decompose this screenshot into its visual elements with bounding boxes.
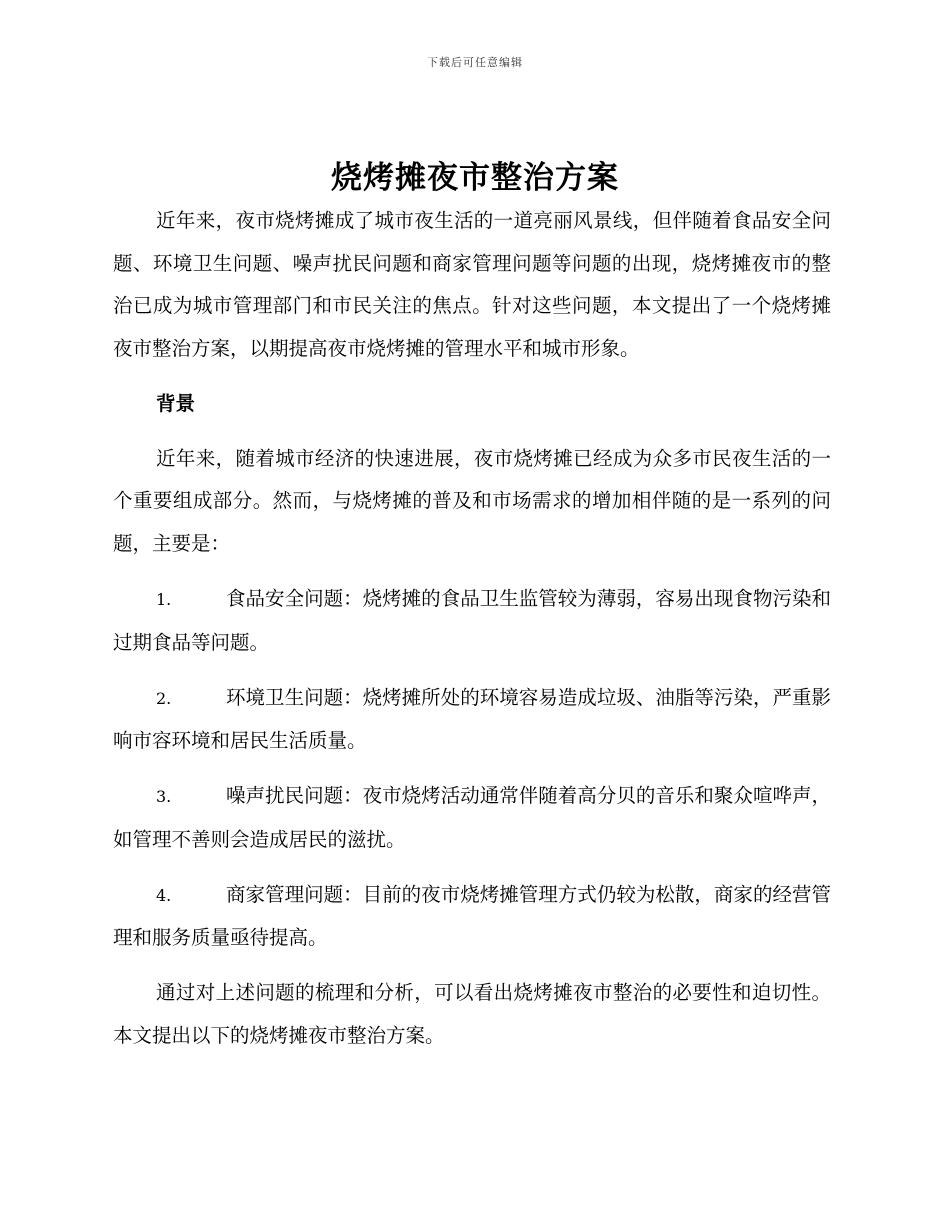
document-body <box>113 200 831 1070</box>
list-item-number: 2. <box>156 688 172 708</box>
document-title: 烧烤摊夜市整治方案 <box>331 160 619 196</box>
conclusion-paragraph: 通过对上述问题的梳理和分析，可以看出烧烤摊夜市整治的必要性和迫切性。本文提出以下的烧烤摊夜市整治方案。 <box>113 981 831 1047</box>
list-item-text: 商家管理问题：目前的夜市烧烤摊管理方式仍较为松散，商家的经营管理和服务质量亟待提高。 <box>113 882 831 950</box>
list-item <box>113 775 831 861</box>
list-item-number: 1. <box>156 589 172 609</box>
list-item <box>113 677 831 763</box>
header-note: 下载后可任意编辑 <box>427 56 523 69</box>
list-item <box>113 578 831 664</box>
list-item-text: 环境卫生问题：烧烤摊所处的环境容易造成垃圾、油脂等污染，严重影响市容环境和居民生活质量。 <box>113 685 831 753</box>
background-paragraph: 近年来，随着城市经济的快速进展，夜市烧烤摊已经成为众多市民夜生活的一个重要组成部分。然而，与烧烤摊的普及和市场需求的增加相伴随的是一系列的问题，主要是： <box>113 446 831 555</box>
list-item <box>113 874 831 960</box>
list-item-text: 食品安全问题：烧烤摊的食品卫生监管较为薄弱，容易出现食物污染和过期食品等问题。 <box>113 586 831 654</box>
list-item-text: 噪声扰民问题：夜市烧烤活动通常伴随着高分贝的音乐和聚众喧哗声，如管理不善则会造成居民的滋扰。 <box>113 784 831 851</box>
section-heading-background: 背景 <box>156 391 196 415</box>
list-item-number: 3. <box>156 787 172 807</box>
list-item-number: 4. <box>156 885 172 905</box>
intro-paragraph: 近年来，夜市烧烤摊成了城市夜生活的一道亮丽风景线，但伴随着食品安全问题、环境卫生问题、噪声扰民问题和商家管理问题等问题的出现，烧烤摊夜市的整治已成为城市管理部门和市民关注的焦点。针对这些问题，本文提出了一个烧烤摊夜市整治方案，以期提高夜市烧烤摊的管理水平和城市形象。 <box>113 209 831 360</box>
